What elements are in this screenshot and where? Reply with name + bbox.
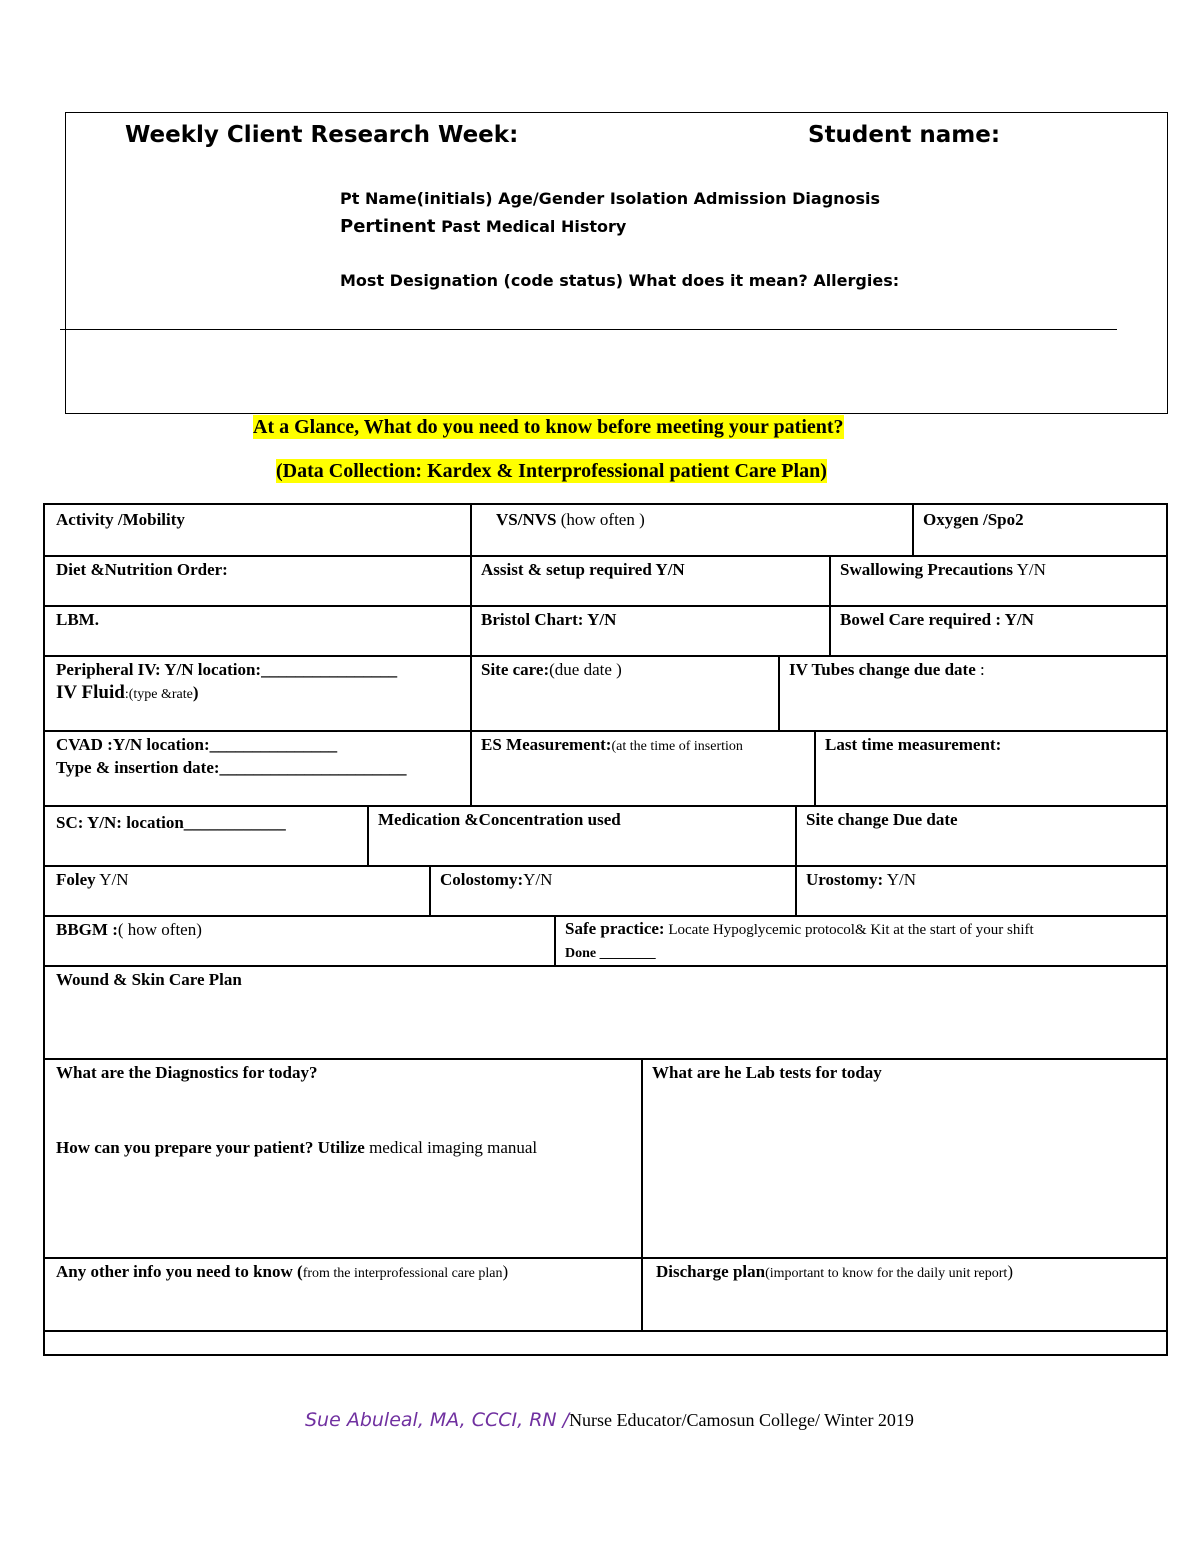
site-care-cell: Site care:(due date ) (470, 655, 780, 732)
bbgm-cell: BBGM :( how often) (45, 915, 556, 967)
discharge-plan-cell: Discharge plan(important to know for the daily unit report) (641, 1257, 1166, 1332)
designation-line: Most Designation (code status) What does it mean? Allergies: (340, 271, 900, 290)
author-name: Sue Abuleal, MA, CCCI, RN / (305, 1409, 570, 1431)
diet-nutrition-cell: Diet &Nutrition Order: (45, 555, 472, 607)
assist-setup-cell: Assist & setup required Y/N (470, 555, 831, 607)
urostomy-cell: Urostomy: Y/N (795, 865, 1166, 917)
empty-bottom-row (45, 1330, 1166, 1354)
header-box (65, 112, 1168, 414)
lab-tests-cell: What are he Lab tests for today (641, 1058, 1166, 1259)
bowel-care-cell: Bowel Care required : Y/N (829, 605, 1166, 657)
at-a-glance-heading: At a Glance, What do you need to know before meeting your patient? (253, 416, 844, 438)
swallowing-precautions-cell: Swallowing Precautions Y/N (829, 555, 1166, 607)
footer-credit (305, 1409, 914, 1431)
bristol-chart-cell: Bristol Chart: Y/N (470, 605, 831, 657)
week-title: Weekly Client Research Week: (125, 122, 519, 148)
activity-mobility-cell: Activity /Mobility (45, 505, 472, 557)
sc-location-cell: SC: Y/N: location____________ (45, 805, 369, 867)
other-info-cell: Any other info you need to know (from the interprofessional care plan) (45, 1257, 643, 1332)
medication-concentration-cell: Medication &Concentration used (367, 805, 797, 867)
colostomy-cell: Colostomy:Y/N (429, 865, 797, 917)
iv-tubes-change-cell: IV Tubes change due date : (778, 655, 1166, 732)
lbm-cell: LBM. (45, 605, 472, 657)
care-form-table (43, 503, 1168, 1356)
diagnostics-cell: What are the Diagnostics for today? How can you prepare your patient? Utilize medical imaging manual (45, 1058, 643, 1259)
author-affiliation: Nurse Educator/Camosun College/ Winter 2019 (569, 1410, 914, 1430)
data-collection-heading: (Data Collection: Kardex & Interprofessional patient Care Plan) (276, 460, 827, 482)
student-name-title: Student name: (808, 122, 1001, 148)
vs-nvs-cell: VS/NVS (how often ) (470, 505, 914, 557)
patient-info-line: Pt Name(initials) Age/Gender Isolation Admission Diagnosis (340, 189, 881, 208)
medical-history-line: Pertinent Past Medical History (340, 216, 627, 237)
oxygen-spo2-cell: Oxygen /Spo2 (912, 505, 1166, 557)
cvad-cell: CVAD :Y/N location:_______________ Type & insertion date:______________________ (45, 730, 472, 807)
peripheral-iv-cell: Peripheral IV: Y/N location:________________ IV Fluid:(type &rate) (45, 655, 472, 732)
es-measurement-cell: ES Measurement:(at the time of insertion (470, 730, 816, 807)
foley-cell: Foley Y/N (45, 865, 431, 917)
site-change-due-cell: Site change Due date (795, 805, 1166, 867)
wound-skin-care-cell: Wound & Skin Care Plan (45, 965, 1166, 1060)
header-divider (60, 329, 1117, 330)
last-measurement-cell: Last time measurement: (814, 730, 1166, 807)
safe-practice-cell: Safe practice: Locate Hypoglycemic protocol& Kit at the start of your shift Done ________ (554, 915, 1166, 967)
